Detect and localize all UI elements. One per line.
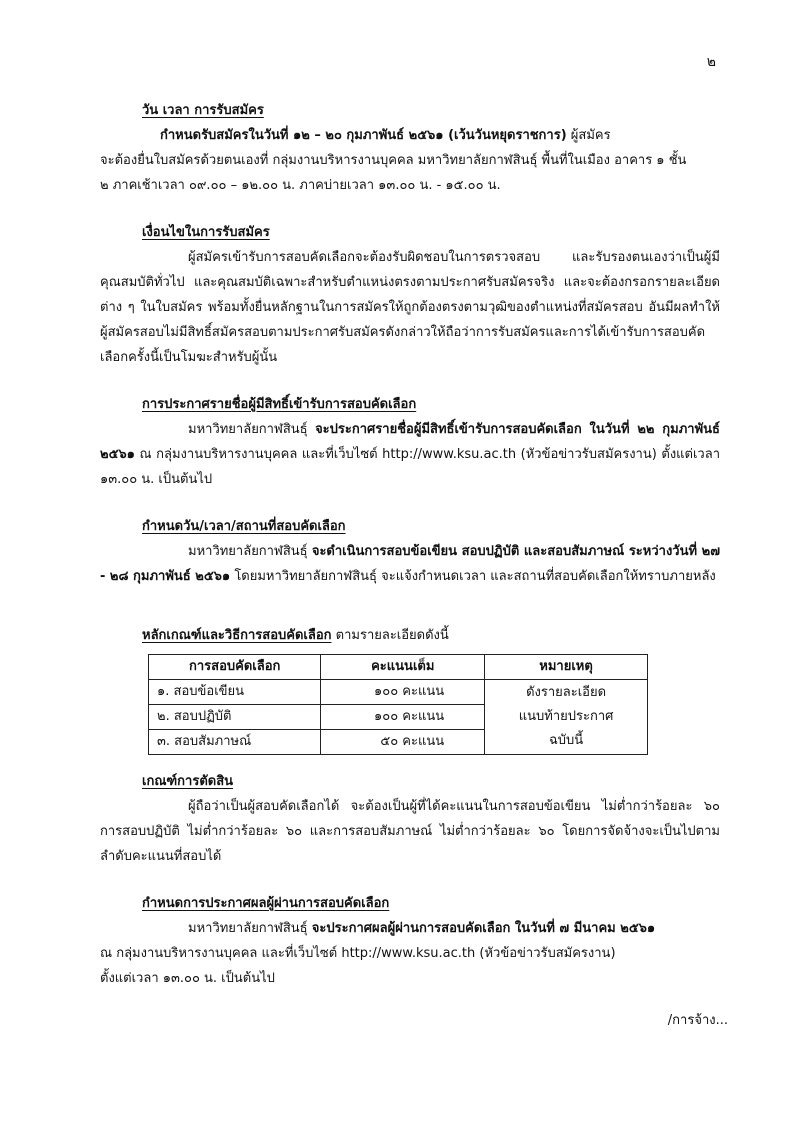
result-announcement-date: จะประกาศผลผู้ผ่านการสอบคัดเลือก ในวันที่ ๗ มีนาคม ๒๕๖๑ [311, 921, 656, 936]
criteria-exam-cell: ๑. สอบข้อเขียน [149, 680, 321, 705]
criteria-header-exam: การสอบคัดเลือก [149, 655, 321, 680]
criteria-table [148, 654, 648, 755]
criteria-remark-line-1: ดังรายละเอียด [526, 685, 607, 700]
heading-criteria: หลักเกณฑ์และวิธีการสอบคัดเลือก [142, 628, 332, 643]
criteria-score-cell: ๕๐ คะแนน [321, 730, 485, 755]
criteria-remark-line-2: แนบท้ายประกาศ [518, 709, 614, 724]
heading-result-announcement: กำหนดการประกาศผลผู้ผ่านการสอบคัดเลือก [142, 896, 390, 911]
criteria-score-cell: ๑๐๐ คะแนน [321, 705, 485, 730]
application-period-line-3: ๒ ภาคเช้าเวลา ๐๙.๐๐ – ๑๒.๐๐ น. ภาคบ่ายเวลา ๑๓.๐๐ น. - ๑๕.๐๐ น. [100, 178, 501, 193]
criteria-suffix: ตามรายละเอียดดังนี้ [331, 628, 449, 643]
exam-schedule-rest: โดยมหาวิทยาลัยกาฬสินธุ์ จะแจ้งกำหนดเวลา และสถานที่สอบคัดเลือกให้ทราบภายหลัง [230, 569, 716, 584]
continuation-note: /การจ้าง... [667, 1013, 728, 1028]
eligible-announcement-intro: มหาวิทยาลัยกาฬสินธุ์ [188, 422, 316, 437]
table-row [149, 680, 648, 705]
criteria-exam-cell: ๒. สอบปฏิบัติ [149, 705, 321, 730]
section-judgement [100, 769, 720, 869]
heading-conditions: เงื่อนไขในการรับสมัคร [142, 225, 270, 240]
application-period-dates: กำหนดรับสมัครในวันที่ ๑๒ – ๒๐ กุมภาพันธ์ ๒๕๖๑ (เว้นวันหยุดราชการ) [160, 128, 567, 143]
result-announcement-line-2: ณ กลุ่มงานบริหารงานบุคคล และที่เว็บไซต์ http://www.ksu.ac.th (หัวข้อข่าวรับสมัครงาน) [100, 946, 616, 961]
heading-exam-schedule: กำหนดวัน/เวลา/สถานที่สอบคัดเลือก [142, 519, 346, 534]
document-page [100, 50, 720, 991]
heading-judgement: เกณฑ์การตัดสิน [142, 774, 234, 789]
result-announcement-line-3: ตั้งแต่เวลา ๑๓.๐๐ น. เป็นต้นไป [100, 971, 275, 986]
exam-schedule-intro: มหาวิทยาลัยกาฬสินธุ์ [188, 544, 312, 559]
exam-schedule-dates: จะดำเนินการสอบข้อเขียน สอบปฏิบัติ และสอบสัมภาษณ์ ระหว่างวันที่ ๒๗ - ๒๘ กุมภาพันธ์ ๒๕๖๑ [100, 544, 720, 584]
section-exam-schedule [100, 514, 720, 589]
judgement-text: ผู้ถือว่าเป็นผู้สอบคัดเลือกได้ จะต้องเป็นผู้ที่ได้คะแนนในการสอบข้อเขียน ไม่ต่ำกว่าร้อยละ ๖๐ การสอบปฏิบัติ ไม่ต่ำกว่าร้อยละ ๖๐ และการสอบสัมภาษณ์ ไม่ต่ำกว่าร้อยละ ๖๐ โดยการจัดจ้างจะเป็นไปตามลำดับคะแนนที่สอบได้ [100, 799, 720, 864]
criteria-header-remark: หมายเหตุ [485, 655, 648, 680]
criteria-header-score: คะแนนเต็ม [321, 655, 485, 680]
application-period-line-1-rest: ผู้สมัคร [566, 128, 611, 143]
eligible-announcement-date: จะประกาศรายชื่อผู้มีสิทธิ์เข้ารับการสอบคัดเลือก ในวันที่ ๒๒ กุมภาพันธ์ ๒๕๖๑ [100, 422, 720, 462]
exam-schedule-text [100, 539, 720, 589]
heading-application-period: วัน เวลา การรับสมัคร [142, 103, 264, 118]
section-application-period [100, 98, 720, 198]
section-conditions [100, 220, 720, 370]
eligible-announcement-text [100, 417, 720, 492]
application-period-line-2: จะต้องยื่นใบสมัครด้วยตนเองที่ กลุ่มงานบริหารงานบุคคล มหาวิทยาลัยกาฬสินธุ์ พื้นที่ในเมือง อาคาร ๑ ชั้น [100, 153, 687, 168]
criteria-exam-cell: ๓. สอบสัมภาษณ์ [149, 730, 321, 755]
page-number: ๒ [706, 54, 716, 70]
section-eligible-announcement [100, 392, 720, 492]
result-announcement-intro: มหาวิทยาลัยกาฬสินธุ์ [188, 921, 312, 936]
application-period-line-1 [100, 123, 720, 148]
heading-eligible-announcement: การประกาศรายชื่อผู้มีสิทธิ์เข้ารับการสอบคัดเลือก [142, 397, 417, 412]
section-result-announcement [100, 891, 720, 991]
eligible-announcement-rest: ณ กลุ่มงานบริหารงานบุคคล และที่เว็บไซต์ http://www.ksu.ac.th (หัวข้อข่าวรับสมัครงาน) ตั้งแต่เวลา ๑๓.๐๐ น. เป็นต้นไป [100, 447, 720, 487]
criteria-score-cell: ๑๐๐ คะแนน [321, 680, 485, 705]
result-announcement-line-1 [100, 916, 720, 941]
section-criteria [100, 623, 720, 755]
criteria-table-header-row [149, 655, 648, 680]
conditions-text: ผู้สมัครเข้ารับการสอบคัดเลือกจะต้องรับผิดชอบในการตรวจสอบ และรับรองตนเองว่าเป็นผู้มีคุณสมบัติทั่วไป และคุณสมบัติเฉพาะสำหรับตำแหน่งตรงตามประกาศรับสมัครจริง และจะต้องกรอกรายละเอียดต่าง ๆ ในใบสมัคร พร้อมทั้งยื่นหลักฐานในการสมัครให้ถูกต้องตรงตามวุฒิของตำแหน่งที่สมัครสอบ อันมีผลทำให้ผู้สมัครสอบไม่มีสิทธิ์สมัครสอบตามประกาศรับสมัครดังกล่าวให้ถือว่าการรับสมัครและการได้เข้ารับการสอบคัดเลือกครั้งนี้เป็นโมฆะสำหรับผู้นั้น [100, 250, 720, 365]
criteria-remark-cell [485, 680, 648, 755]
criteria-remark-line-3: ฉบับนี้ [548, 733, 584, 748]
